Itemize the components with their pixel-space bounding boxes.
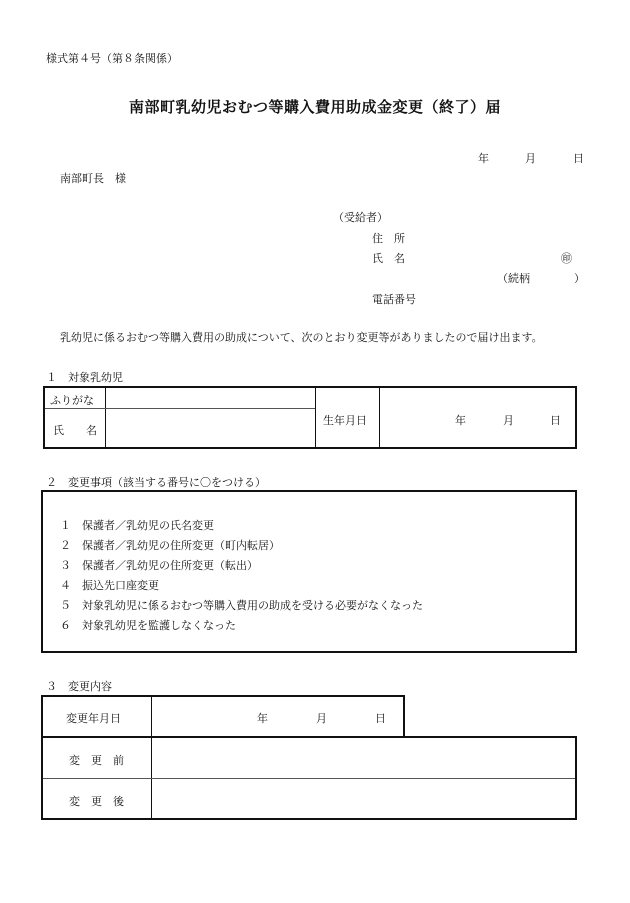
section3-heading: ３ 変更内容 bbox=[46, 680, 112, 693]
change-item[interactable]: ６ 対象乳幼児を監護しなくなった bbox=[60, 619, 236, 632]
intro-text: 乳幼児に係るおむつ等購入費用の助成について、次のとおり変更等がありましたので届け出ます。 bbox=[60, 331, 543, 344]
before-field[interactable] bbox=[154, 740, 572, 776]
infant-name-field[interactable] bbox=[107, 410, 313, 445]
change-item[interactable]: ５ 対象乳幼児に係るおむつ等購入費用の助成を受ける必要がなくなった bbox=[60, 599, 423, 612]
change-month-label: 月 bbox=[316, 712, 327, 725]
before-label: 変 更 前 bbox=[69, 754, 124, 767]
change-date-label: 変更年月日 bbox=[66, 712, 121, 725]
change-day-label: 日 bbox=[375, 712, 386, 725]
relation-close: ） bbox=[574, 272, 585, 285]
birth-year-label: 年 bbox=[455, 414, 466, 427]
relation-label: （続柄 bbox=[497, 272, 530, 285]
change-item[interactable]: ４ 振込先口座変更 bbox=[60, 579, 159, 592]
infant-name-label: 氏 名 bbox=[53, 424, 97, 437]
furigana-field[interactable] bbox=[107, 389, 313, 407]
section2-heading: ２ 変更事項（該当する番号に〇をつける） bbox=[46, 476, 266, 489]
birthdate-label: 生年月日 bbox=[323, 414, 367, 427]
page-title: 南部町乳幼児おむつ等購入費用助成金変更（終了）届 bbox=[129, 98, 502, 116]
date-year-label: 年 bbox=[478, 152, 489, 165]
after-field[interactable] bbox=[154, 781, 572, 816]
section1-heading: １ 対象乳幼児 bbox=[46, 371, 123, 384]
name-label: 氏 名 bbox=[372, 252, 405, 265]
change-item[interactable]: ３ 保護者／乳幼児の住所変更（転出） bbox=[60, 559, 258, 572]
form-number: 様式第４号（第８条関係） bbox=[46, 52, 178, 65]
after-label: 変 更 後 bbox=[69, 795, 124, 808]
birth-day-label: 日 bbox=[550, 414, 561, 427]
recipient-heading: （受給者） bbox=[333, 211, 388, 224]
phone-label: 電話番号 bbox=[372, 293, 416, 306]
change-year-label: 年 bbox=[257, 712, 268, 725]
infant-table bbox=[43, 386, 577, 449]
addressee: 南部町長 様 bbox=[60, 172, 126, 185]
change-item[interactable]: ２ 保護者／乳幼児の住所変更（町内転居） bbox=[60, 539, 280, 552]
change-items-box bbox=[41, 490, 577, 653]
address-label: 住 所 bbox=[372, 232, 405, 245]
change-content-table bbox=[41, 736, 577, 820]
change-date-row bbox=[41, 695, 405, 738]
date-month-label: 月 bbox=[525, 152, 536, 165]
birth-month-label: 月 bbox=[503, 414, 514, 427]
change-item[interactable]: １ 保護者／乳幼児の氏名変更 bbox=[60, 519, 214, 532]
seal-mark: ㊞ bbox=[561, 252, 572, 265]
date-day-label: 日 bbox=[573, 152, 584, 165]
furigana-label: ふりがな bbox=[50, 394, 94, 407]
